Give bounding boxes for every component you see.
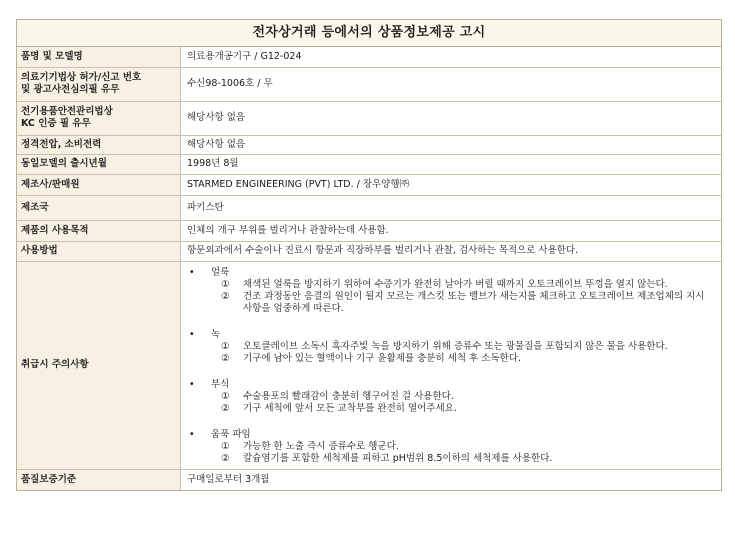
care-item-text: 가능한 한 노출 즉시 증류수로 헹군다. (243, 440, 399, 452)
care-item (221, 291, 715, 315)
table-row (17, 220, 721, 241)
row-label: 정격전압, 소비전력 (17, 135, 181, 154)
care-item-number: ① (221, 390, 230, 402)
care-item-text: 채색된 얼룩을 방지하기 위하여 수증기가 완전히 날아가 버릴 때까지 오토크레이브 뚜껑을 열지 않는다. (243, 278, 668, 290)
product-info-table (17, 47, 721, 490)
care-item-number: ② (221, 402, 230, 414)
care-section (189, 429, 715, 465)
row-label: 제조국 (17, 195, 181, 220)
care-item-text: 건조 과정동안 응결의 원인이 될지 모르는 개스킷 또는 밸브가 새는지를 체크하고 오토크레이브 제조업체의 지시사항을 엄중하게 따른다. (243, 290, 705, 314)
care-label: 취급시 주의사항 (17, 261, 181, 469)
row-label: 제조사/판매원 (17, 174, 181, 195)
care-item-number: ① (221, 340, 230, 352)
care-item (221, 403, 715, 415)
table-row (17, 174, 721, 195)
table-row (17, 47, 721, 67)
row-value: 인체의 개구 부위를 벌리거나 관찰하는데 사용함. (181, 220, 722, 241)
care-item (221, 353, 715, 365)
care-item-text: 오토클레이브 소독시 흑자주빛 녹을 방지하기 위해 증류수 또는 광물질을 포함되지 않은 물을 사용한다. (243, 340, 668, 352)
row-label: 품명 및 모델명 (17, 47, 181, 67)
care-section (189, 329, 715, 365)
table-row (17, 241, 721, 261)
product-info-notice (16, 19, 722, 491)
row-label: 전기용품안전관리법상 KC 인증 필 유무 (17, 101, 181, 135)
row-value: 항문외과에서 수술이나 진료시 항문과 직장하부를 벌리거나 관찰, 검사하는 목적으로 사용한다. (181, 241, 722, 261)
care-section-title: 녹 (211, 328, 221, 340)
row-value: STARMED ENGINEERING (PVT) LTD. / 장우양행㈜ (181, 174, 722, 195)
row-label: 제품의 사용목적 (17, 220, 181, 241)
care-item-text: 칼슘염기를 포함한 세척제를 피하고 pH범위 8.5이하의 세척제를 사용한다. (243, 452, 553, 464)
row-value: 1998년 8월 (181, 154, 722, 174)
row-value: 파키스탄 (181, 195, 722, 220)
care-item (221, 441, 715, 453)
care-instructions (181, 261, 722, 469)
care-section-heading (189, 329, 715, 341)
bullet-icon: • (189, 428, 195, 440)
table-row (17, 101, 721, 135)
care-section (189, 267, 715, 315)
row-label: 동일모델의 출시년월 (17, 154, 181, 174)
care-item-text: 기구 세척에 앞서 모든 교착부를 완전히 열어주세요. (243, 402, 457, 414)
table-row (17, 135, 721, 154)
bullet-icon: • (189, 378, 195, 390)
care-item (221, 279, 715, 291)
care-item (221, 341, 715, 353)
care-item-number: ② (221, 352, 230, 364)
table-row (17, 469, 721, 490)
care-item-text: 기구에 남아 있는 혈액이나 기구 윤활제를 충분히 세척 후 소독한다. (243, 352, 521, 364)
care-section-heading (189, 429, 715, 441)
warranty-label: 품질보증기준 (17, 469, 181, 490)
care-section (189, 379, 715, 415)
row-value: 해당사항 없음 (181, 101, 722, 135)
warranty-value: 구매일로부터 3개월 (181, 469, 722, 490)
row-label: 의료기기법상 허가/신고 번호 및 광고사전심의필 유무 (17, 67, 181, 101)
table-row (17, 154, 721, 174)
notice-title: 전자상거래 등에서의 상품정보제공 고시 (17, 20, 721, 47)
table-row (17, 67, 721, 101)
care-section-title: 얼룩 (211, 266, 230, 278)
care-item-number: ② (221, 452, 230, 464)
table-row (17, 195, 721, 220)
care-item-number: ② (221, 290, 230, 302)
bullet-icon: • (189, 328, 195, 340)
row-value: 의료용개공기구 / G12-024 (181, 47, 722, 67)
row-value: 수신98-1006호 / 무 (181, 67, 722, 101)
care-item (221, 391, 715, 403)
care-section-title: 움푹 파임 (211, 428, 251, 440)
bullet-icon: • (189, 266, 195, 278)
row-label: 사용방법 (17, 241, 181, 261)
care-section-heading (189, 267, 715, 279)
care-item-text: 수술용포의 빨래감이 충분히 헹구어진 걸 사용한다. (243, 390, 454, 402)
care-item-number: ① (221, 278, 230, 290)
care-section-title: 부식 (211, 378, 230, 390)
care-row (17, 261, 721, 469)
care-item-number: ① (221, 440, 230, 452)
care-section-heading (189, 379, 715, 391)
care-item (221, 453, 715, 465)
row-value: 해당사항 없음 (181, 135, 722, 154)
